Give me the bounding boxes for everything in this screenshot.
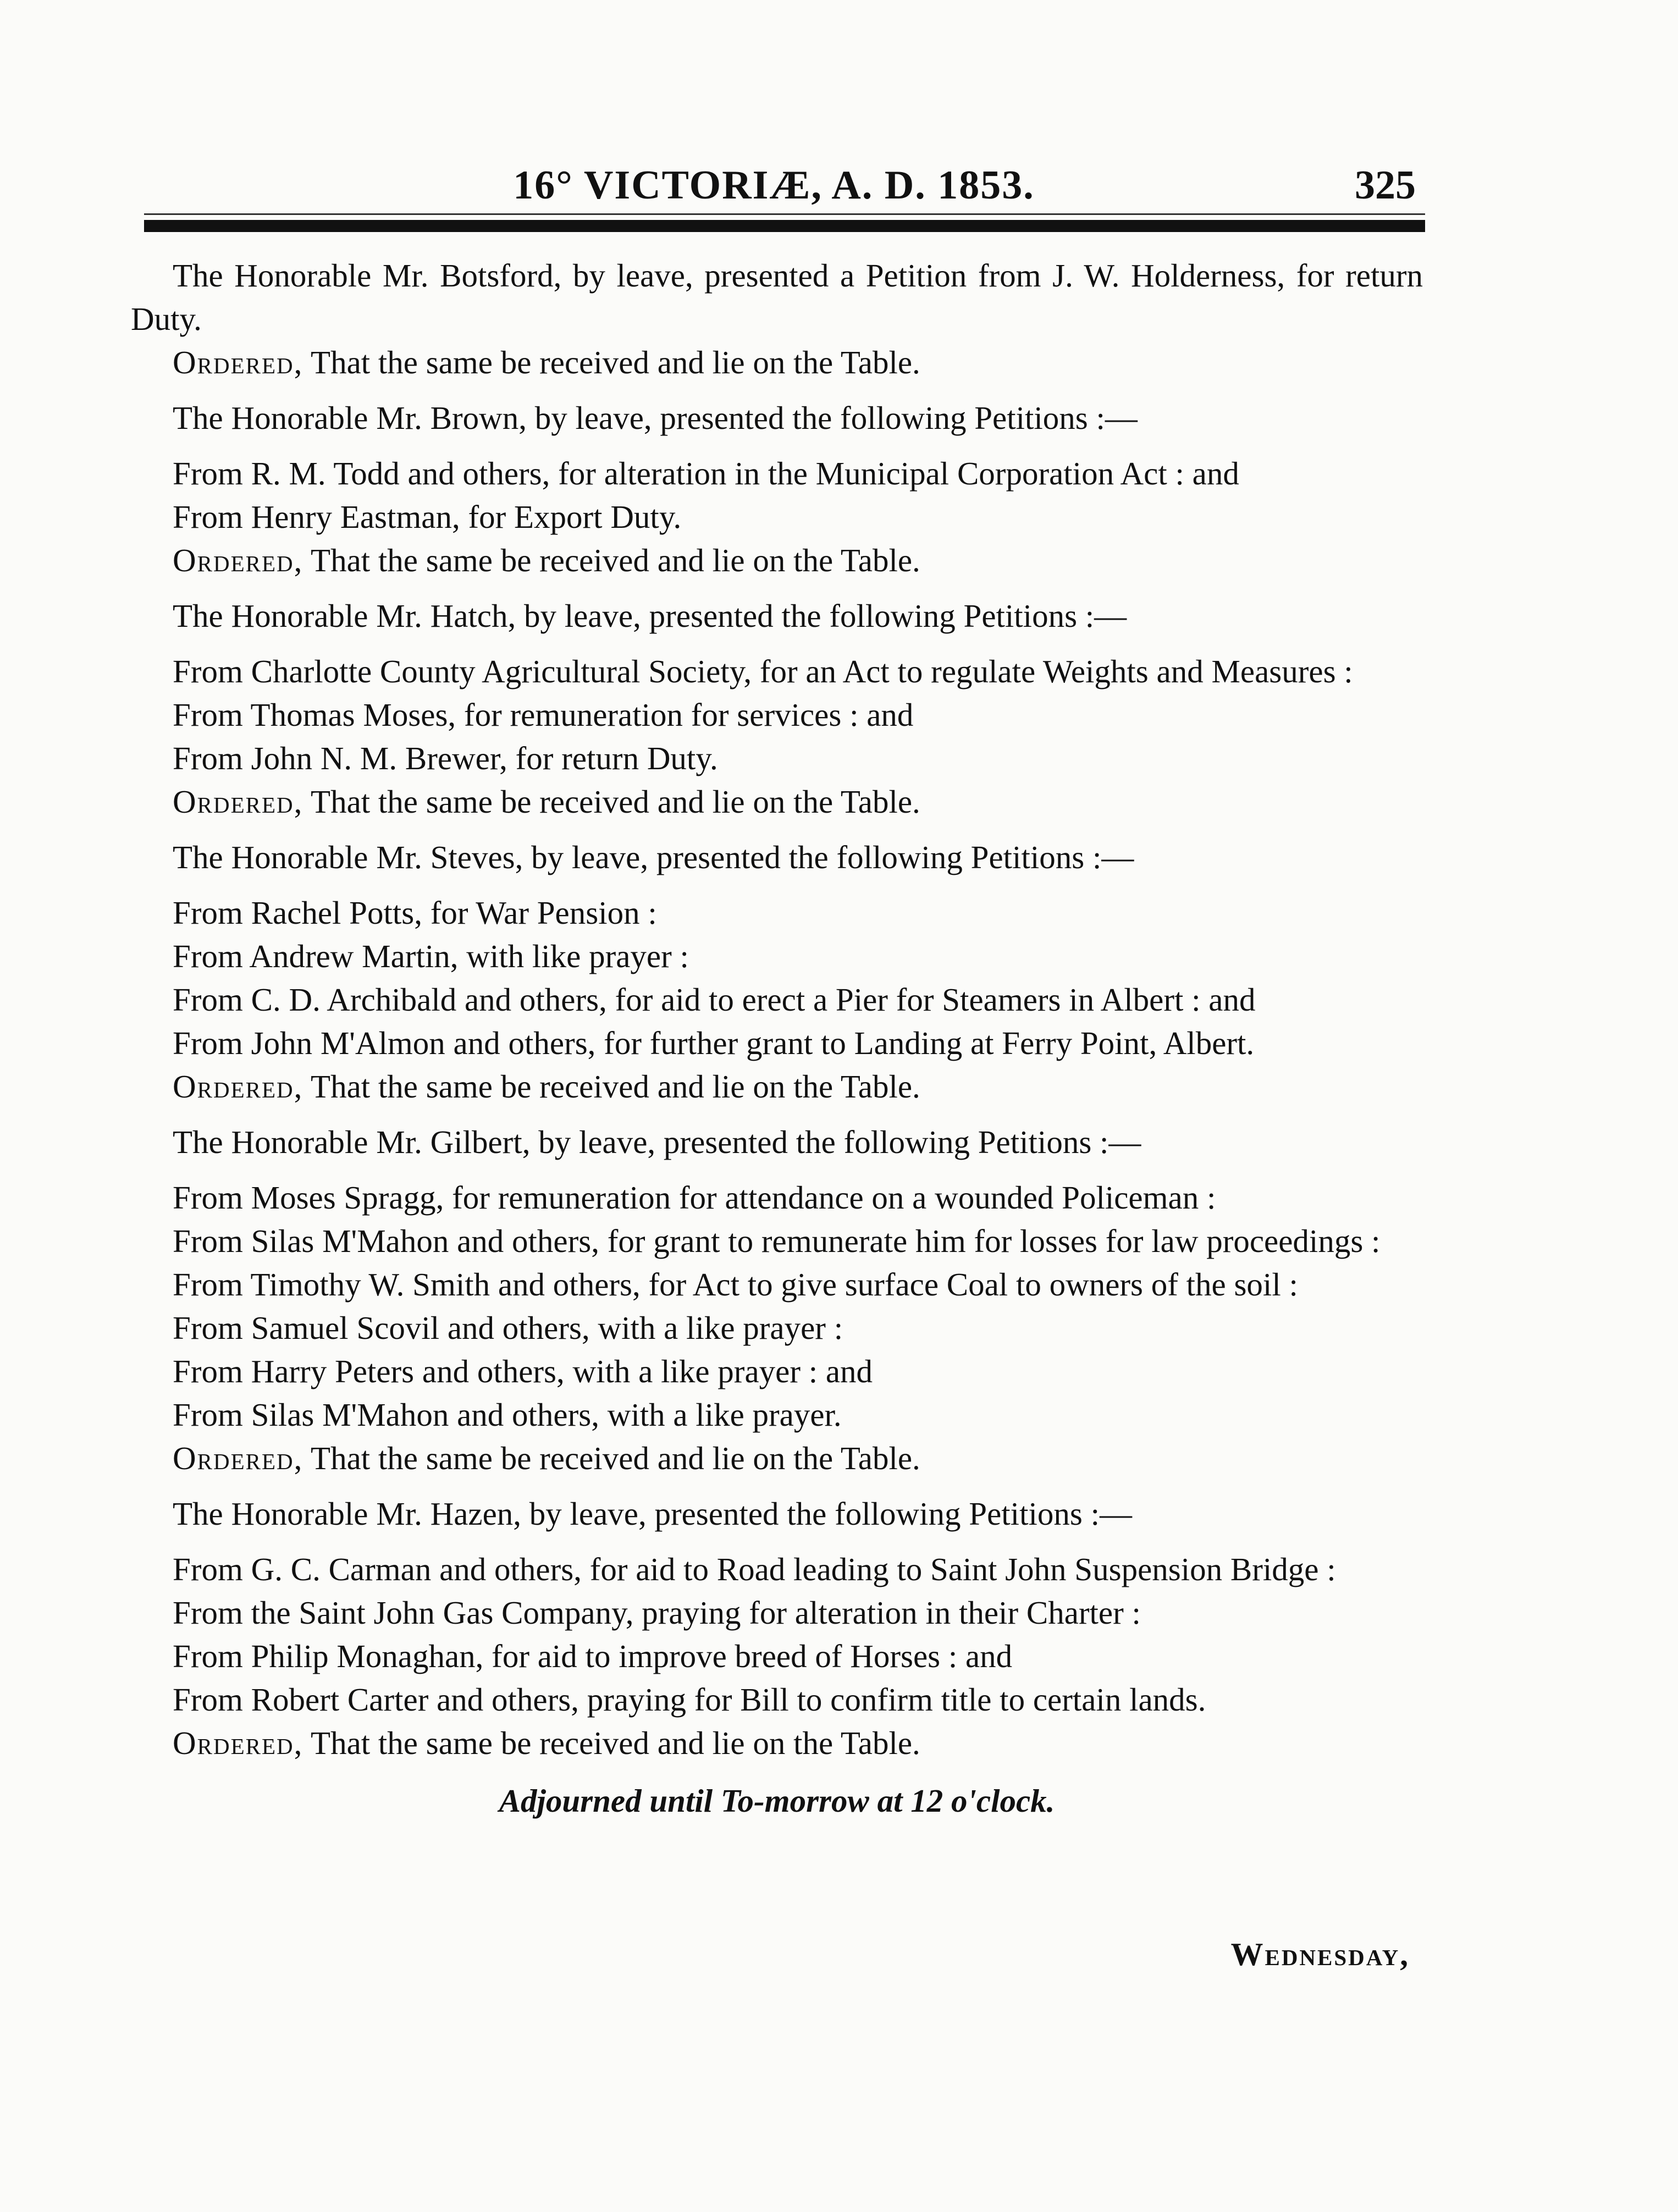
petition-line: From Rachel Potts, for War Pension : (173, 895, 657, 931)
petition-line: From Robert Carter and others, praying for Bill to confirm title to certain lands. (173, 1681, 1206, 1718)
journal-entry (131, 254, 1423, 384)
page-number: 325 (1355, 163, 1416, 208)
entry-paragraph: The Honorable Mr. Hazen, by leave, presented the following Petitions :— (173, 1496, 1132, 1532)
ordered-line (131, 780, 1423, 824)
entry-paragraph: The Honorable Mr. Steves, by leave, presented the following Petitions :— (173, 839, 1134, 875)
ordered-text: That the same be received and lie on the Table. (311, 542, 920, 578)
journal-entry (131, 1492, 1423, 1765)
journal-body (131, 254, 1423, 1823)
journal-entry (131, 836, 1423, 1108)
ordered-line (131, 1065, 1423, 1108)
entry-paragraph: The Honorable Mr. Botsford, by leave, presented a Petition from J. W. Holderness, for return Duty. (131, 257, 1423, 337)
petition-line: From Philip Monaghan, for aid to improve breed of Horses : and (173, 1638, 1013, 1674)
ordered-word: Ordered, (173, 1725, 303, 1761)
running-head: 16° VICTORIÆ, A. D. 1853. (513, 163, 1035, 208)
petition-line: From Moses Spragg, for remuneration for attendance on a wounded Policeman : (173, 1179, 1216, 1216)
ordered-word: Ordered, (173, 1440, 303, 1476)
journal-entry (131, 1121, 1423, 1480)
ordered-text: That the same be received and lie on the Table. (311, 1725, 920, 1761)
petition-line: From C. D. Archibald and others, for aid to erect a Pier for Steamers in Albert : and (173, 981, 1256, 1018)
ordered-word: Ordered, (173, 344, 303, 380)
petition-line: From Timothy W. Smith and others, for Act to give surface Coal to owners of the soil : (173, 1266, 1298, 1303)
ordered-text: That the same be received and lie on the Table. (311, 344, 920, 380)
entry-paragraph: The Honorable Mr. Gilbert, by leave, presented the following Petitions :— (173, 1124, 1141, 1160)
catchword: Wednesday, (1230, 1936, 1410, 1972)
petition-line: From Harry Peters and others, with a like prayer : and (173, 1353, 873, 1389)
ordered-text: That the same be received and lie on the Table. (311, 1068, 920, 1105)
ordered-line (131, 1437, 1423, 1480)
journal-entry (131, 594, 1423, 824)
petition-line: From Silas M'Mahon and others, with a like prayer. (173, 1397, 842, 1433)
petition-line: From Andrew Martin, with like prayer : (173, 938, 689, 974)
header-rule (144, 220, 1425, 232)
ordered-text: That the same be received and lie on the Table. (311, 784, 920, 820)
ordered-line (131, 539, 1423, 582)
ordered-word: Ordered, (173, 784, 303, 820)
ordered-text: That the same be received and lie on the Table. (311, 1440, 920, 1476)
petition-line: From John N. M. Brewer, for return Duty. (173, 740, 718, 776)
entry-paragraph: The Honorable Mr. Brown, by leave, presented the following Petitions :— (173, 400, 1138, 436)
petition-line: From Silas M'Mahon and others, for grant to remunerate him for losses for law proceedings : (173, 1223, 1381, 1259)
petition-line: From G. C. Carman and others, for aid to Road leading to Saint John Suspension Bridge : (173, 1551, 1336, 1587)
petition-line: From John M'Almon and others, for further grant to Landing at Ferry Point, Albert. (173, 1025, 1255, 1061)
header-rule-thin (144, 213, 1425, 215)
petition-line: From Samuel Scovil and others, with a like prayer : (173, 1310, 843, 1346)
adjournment-line: Adjourned until To-morrow at 12 o'clock. (499, 1783, 1055, 1819)
petition-line: From Thomas Moses, for remuneration for services : and (173, 697, 914, 733)
ordered-line (131, 1722, 1423, 1765)
petition-line: From Henry Eastman, for Export Duty. (173, 499, 682, 535)
petition-line: From the Saint John Gas Company, praying for alteration in their Charter : (173, 1595, 1141, 1631)
ordered-line (131, 341, 1423, 384)
petition-line: From Charlotte County Agricultural Society, for an Act to regulate Weights and Measures : (173, 653, 1353, 689)
journal-entry (131, 396, 1423, 582)
ordered-word: Ordered, (173, 542, 303, 578)
ordered-word: Ordered, (173, 1068, 303, 1105)
entry-paragraph: The Honorable Mr. Hatch, by leave, presented the following Petitions :— (173, 598, 1127, 634)
petition-line: From R. M. Todd and others, for alteration in the Municipal Corporation Act : and (173, 455, 1239, 492)
